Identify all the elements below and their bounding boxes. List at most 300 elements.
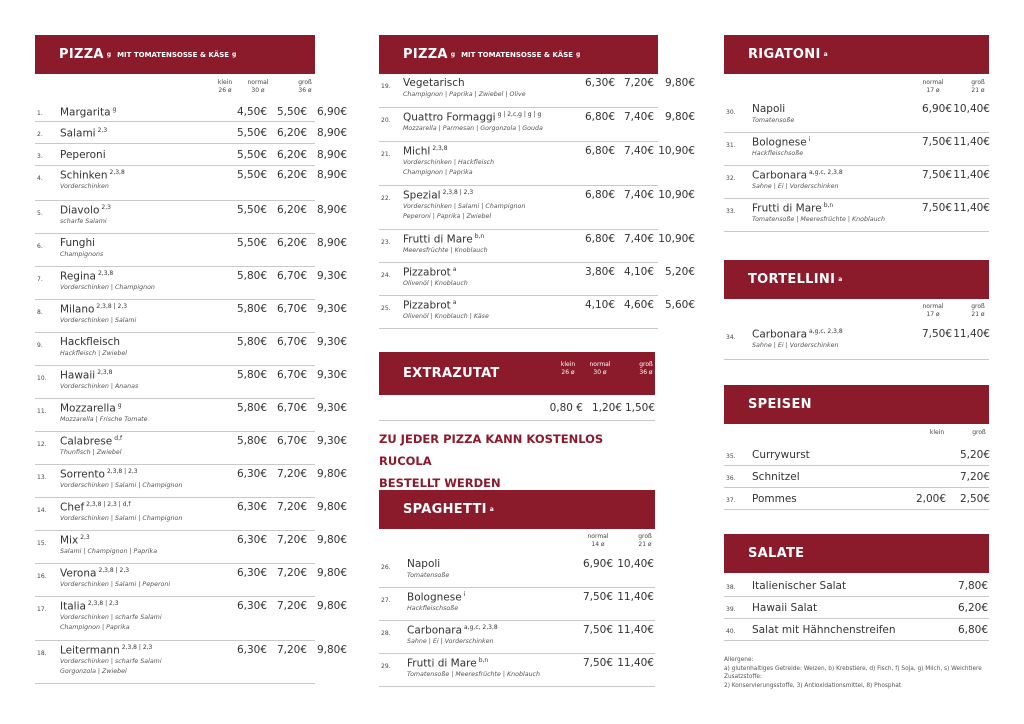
allergen-codes: i bbox=[463, 591, 466, 598]
item-description bbox=[60, 182, 109, 192]
item-price: 6,30€ bbox=[236, 501, 267, 513]
allergen-codes: d,f bbox=[114, 435, 123, 442]
description-line: Olivenöl | Knoblauch bbox=[403, 280, 468, 287]
item-price: 5,50€ bbox=[236, 127, 267, 139]
subtitle-superscript: g bbox=[576, 51, 581, 58]
item-number: 33. bbox=[726, 208, 736, 215]
item-price: 6,30€ bbox=[584, 77, 615, 89]
rucola-line-2: BESTELLT WERDEN bbox=[379, 476, 501, 490]
item-description bbox=[407, 604, 458, 614]
size-name: normal bbox=[922, 79, 944, 86]
item-number: 1. bbox=[37, 110, 43, 117]
menu-item-row bbox=[35, 366, 347, 399]
item-price: 9,80€ bbox=[664, 111, 695, 123]
menu-item-row bbox=[35, 641, 347, 684]
menu-item-row bbox=[35, 201, 347, 234]
item-price: 9,80€ bbox=[664, 77, 695, 89]
description-line: Hackfleischsoße bbox=[752, 150, 804, 157]
section-title: PIZZA bbox=[59, 47, 104, 62]
item-name-text: Napoli bbox=[407, 558, 441, 570]
item-description bbox=[403, 246, 488, 256]
item-description bbox=[60, 481, 182, 491]
item-price: 9,80€ bbox=[316, 501, 347, 513]
allergen-line: Zusatzstoffe: bbox=[724, 674, 762, 680]
item-name bbox=[60, 204, 111, 217]
item-price: 5,50€ bbox=[236, 169, 267, 181]
item-description bbox=[752, 149, 803, 159]
item-price: 10,40€ bbox=[617, 558, 654, 570]
item-description bbox=[60, 448, 121, 458]
item-name-text: Calabrese bbox=[60, 435, 113, 448]
item-name bbox=[403, 77, 465, 89]
allergen-codes: 2,3,8 | 2,3 bbox=[442, 189, 474, 196]
item-price: 4,50€ bbox=[236, 106, 267, 118]
menu-item-row bbox=[35, 234, 347, 267]
item-number: 32. bbox=[726, 175, 736, 182]
item-name-text: Napoli bbox=[752, 103, 786, 115]
description-line: Hackfleischsoße bbox=[407, 605, 459, 612]
menu-item-row bbox=[724, 199, 989, 232]
size-diameter: 21 ø bbox=[971, 87, 985, 94]
menu-item-row bbox=[35, 597, 347, 641]
item-name-text: Mozzarella bbox=[60, 402, 116, 415]
item-name-text: Schnitzel bbox=[752, 471, 800, 483]
item-name bbox=[60, 402, 122, 415]
item-price: 6,30€ bbox=[236, 600, 267, 612]
item-price: 2,50€ bbox=[959, 493, 990, 505]
size-label bbox=[913, 303, 953, 319]
description-line: Hackfleisch | Zwiebel bbox=[60, 350, 127, 357]
size-diameter: 21 ø bbox=[971, 311, 985, 318]
item-name-text: Pizzabrot bbox=[403, 266, 451, 279]
description-line: Tomatensoße bbox=[752, 117, 795, 124]
item-name bbox=[60, 534, 90, 547]
item-number: 16. bbox=[37, 573, 47, 580]
section-title: PIZZA bbox=[403, 47, 448, 62]
menu-item-row bbox=[724, 166, 989, 199]
menu-item-row bbox=[379, 588, 655, 621]
menu-item-row bbox=[35, 564, 347, 597]
item-price: 9,80€ bbox=[316, 600, 347, 612]
item-name bbox=[60, 237, 95, 249]
item-price: 7,20€ bbox=[959, 471, 990, 483]
menu-item-row bbox=[379, 142, 695, 186]
item-price: 7,20€ bbox=[276, 501, 307, 513]
size-diameter: 26 ø bbox=[218, 87, 232, 94]
item-price: 9,30€ bbox=[316, 435, 347, 447]
extrazutat-price: 1,20€ bbox=[591, 402, 622, 414]
item-price: 7,20€ bbox=[276, 600, 307, 612]
item-description bbox=[403, 312, 489, 322]
item-price: 7,20€ bbox=[276, 534, 307, 546]
menu-item-row bbox=[379, 621, 655, 654]
item-price: 9,30€ bbox=[316, 303, 347, 315]
menu-item-row bbox=[724, 133, 989, 166]
item-price: 5,80€ bbox=[236, 336, 267, 348]
size-name: normal bbox=[589, 361, 611, 368]
item-number: 20. bbox=[381, 117, 391, 124]
description-line: Champignon | Paprika bbox=[403, 168, 473, 176]
item-price: 4,10€ bbox=[623, 266, 654, 278]
size-name: klein bbox=[560, 361, 576, 368]
item-price: 6,30€ bbox=[236, 567, 267, 579]
item-description bbox=[60, 547, 157, 557]
allergen-line: 2) Konservierungsstoffe, 3) Antioxidationsmittel, 8) Phosphat bbox=[724, 682, 902, 689]
size-label bbox=[626, 361, 666, 377]
item-price: 5,80€ bbox=[236, 402, 267, 414]
item-price: 5,80€ bbox=[236, 303, 267, 315]
item-price: 6,20€ bbox=[276, 149, 307, 161]
size-diameter: 21 ø bbox=[638, 541, 652, 548]
item-number: 8. bbox=[37, 309, 43, 316]
item-price: 6,70€ bbox=[276, 270, 307, 282]
item-price: 11,40€ bbox=[617, 657, 654, 669]
allergen-line: Allergene: bbox=[724, 657, 754, 663]
item-price: 5,20€ bbox=[664, 266, 695, 278]
allergen-codes: g | 2,c,g | g | g bbox=[497, 111, 542, 118]
item-name-text: Salami bbox=[60, 127, 96, 140]
item-name bbox=[60, 369, 112, 382]
item-price: 11,40€ bbox=[953, 136, 990, 148]
item-price: 11,40€ bbox=[953, 202, 990, 214]
item-price: 6,20€ bbox=[276, 237, 307, 249]
item-name bbox=[60, 149, 106, 161]
menu-item-row bbox=[379, 296, 695, 329]
item-description bbox=[407, 637, 494, 647]
allergen-codes: 2,3,8 | 2,3 bbox=[98, 567, 130, 574]
item-price: 6,70€ bbox=[276, 336, 307, 348]
item-name bbox=[752, 103, 785, 115]
item-price: 11,40€ bbox=[617, 591, 654, 603]
item-price: 10,40€ bbox=[953, 103, 990, 115]
title-superscript: a bbox=[489, 506, 494, 513]
item-description bbox=[60, 250, 103, 260]
menu-item-row bbox=[379, 230, 695, 263]
description-line: Champignon | Paprika | Zwiebel | Olive bbox=[403, 91, 526, 98]
subtitle-superscript: g bbox=[232, 51, 237, 58]
item-price: 8,90€ bbox=[316, 237, 347, 249]
item-price: 6,20€ bbox=[276, 169, 307, 181]
item-price: 6,30€ bbox=[236, 534, 267, 546]
size-name: normal bbox=[587, 533, 609, 540]
item-price: 7,50€ bbox=[921, 169, 952, 181]
menu-item-row bbox=[35, 166, 347, 201]
allergen-codes: 2,3,8 bbox=[97, 369, 113, 376]
item-number: 6. bbox=[37, 243, 43, 250]
item-number: 31. bbox=[726, 142, 736, 149]
item-name-text: Bolognese bbox=[752, 136, 807, 149]
item-number: 5. bbox=[37, 210, 43, 217]
item-description bbox=[60, 657, 162, 676]
item-price: 3,80€ bbox=[584, 266, 615, 278]
item-price: 7,40€ bbox=[623, 233, 654, 245]
description-line: Vorderschinken | scharfe Salami bbox=[60, 614, 162, 621]
allergen-legend bbox=[724, 656, 989, 690]
size-name: groß bbox=[639, 361, 653, 368]
item-number: 40. bbox=[726, 628, 736, 635]
item-name bbox=[60, 435, 122, 448]
size-label: groß bbox=[972, 429, 986, 436]
extrazutat-price-row bbox=[379, 395, 655, 421]
item-price: 7,50€ bbox=[921, 202, 952, 214]
item-number: 11. bbox=[37, 408, 47, 415]
item-number: 39. bbox=[726, 606, 736, 613]
item-name bbox=[403, 111, 541, 124]
section-title: SPEISEN bbox=[748, 397, 812, 412]
allergen-codes: 2,3,8 bbox=[109, 169, 125, 176]
menu-item-row bbox=[724, 488, 989, 510]
menu-item-row bbox=[724, 444, 989, 466]
description-line: Mozzarella | Frische Tomate bbox=[60, 416, 148, 423]
item-name-text: Carbonara bbox=[752, 169, 808, 182]
allergen-codes: a,g,c, 2,3,8 bbox=[809, 328, 843, 335]
item-number: 29. bbox=[381, 663, 391, 670]
menu-item-row bbox=[724, 575, 989, 597]
item-description bbox=[403, 202, 525, 221]
item-name-text: Spezial bbox=[403, 189, 441, 202]
menu-item-row bbox=[379, 74, 695, 108]
allergen-codes: 2,3 bbox=[80, 534, 90, 541]
item-number: 7. bbox=[37, 276, 43, 283]
size-name: groß bbox=[638, 533, 652, 540]
menu-item-row bbox=[35, 399, 347, 432]
item-number: 35. bbox=[726, 453, 736, 460]
item-name bbox=[407, 591, 465, 604]
item-name-text: Verona bbox=[60, 567, 97, 580]
size-diameter: 14 ø bbox=[591, 541, 605, 548]
item-price: 7,50€ bbox=[921, 328, 952, 340]
description-line: Vorderschinken bbox=[60, 183, 109, 190]
allergen-codes: 2,3 bbox=[101, 204, 111, 211]
size-name: groß bbox=[971, 79, 985, 86]
item-name bbox=[407, 624, 498, 637]
allergen-codes: 2,3,8 bbox=[97, 270, 114, 277]
item-price: 7,20€ bbox=[623, 77, 654, 89]
allergen-line: a) glutenhaltiges Getreide: Weizen, b) Krebstiere, d) Fisch, f) Soja, g) Milch, s) Weichtiere bbox=[724, 665, 982, 672]
description-line: Sahne | Ei | Vorderschinken bbox=[752, 342, 839, 349]
description-line: Vorderschinken | Salami | Champignon bbox=[60, 482, 183, 489]
item-name bbox=[752, 169, 843, 182]
description-line: Vorderschinken | Salami | Peperoni bbox=[60, 581, 171, 588]
size-diameter: 30 ø bbox=[251, 87, 265, 94]
item-name-text: Bolognese bbox=[407, 591, 462, 604]
allergen-codes: 2,3,8 | 2,3 | d,f bbox=[86, 501, 131, 508]
item-description bbox=[60, 217, 107, 227]
item-price: 6,20€ bbox=[276, 127, 307, 139]
item-name bbox=[752, 624, 896, 636]
item-name-text: Margarita bbox=[60, 106, 111, 119]
description-line: scharfe Salami bbox=[60, 218, 107, 225]
item-price: 6,80€ bbox=[584, 189, 615, 201]
allergen-codes: 2,3,8 | 2,3 bbox=[87, 600, 119, 607]
title-superscript: g bbox=[106, 51, 112, 58]
size-label bbox=[913, 79, 953, 95]
item-name-text: Salat mit Hähnchenstreifen bbox=[752, 624, 896, 636]
item-number: 34. bbox=[726, 334, 736, 341]
size-name: normal bbox=[247, 79, 269, 86]
item-price: 8,90€ bbox=[316, 204, 347, 216]
item-name bbox=[60, 468, 138, 481]
item-description bbox=[60, 613, 162, 632]
menu-item-row bbox=[724, 100, 989, 133]
description-line: Tomatensoße bbox=[407, 572, 450, 579]
description-line: Tomatensoße | Meeresfrüchte | Knoblauch bbox=[407, 671, 541, 678]
item-name-text: Michl bbox=[403, 145, 431, 158]
item-description bbox=[60, 316, 136, 326]
section-title: RIGATONI bbox=[748, 47, 821, 62]
item-price: 9,30€ bbox=[316, 336, 347, 348]
title-superscript: g bbox=[450, 51, 456, 58]
item-number: 36. bbox=[726, 475, 736, 482]
title-superscript: a bbox=[823, 51, 828, 58]
item-price: 9,80€ bbox=[316, 567, 347, 579]
item-name-text: Quattro Formaggi bbox=[403, 111, 496, 124]
item-price: 10,90€ bbox=[658, 145, 695, 157]
item-price: 6,30€ bbox=[236, 644, 267, 656]
allergen-codes: 2,3 bbox=[97, 127, 108, 134]
item-description bbox=[752, 215, 885, 225]
item-price: 9,30€ bbox=[316, 369, 347, 381]
item-price: 6,70€ bbox=[276, 369, 307, 381]
item-description bbox=[60, 580, 170, 590]
item-price: 6,20€ bbox=[957, 602, 988, 614]
size-label bbox=[580, 361, 620, 377]
item-price: 6,80€ bbox=[584, 111, 615, 123]
item-name bbox=[407, 657, 488, 670]
item-price: 8,90€ bbox=[316, 169, 347, 181]
item-description bbox=[60, 415, 148, 425]
section-subtitle: MIT TOMATENSOSSE & KÄSE bbox=[117, 50, 230, 59]
size-diameter: 26 ø bbox=[561, 369, 575, 376]
item-description bbox=[752, 116, 794, 126]
item-number: 26. bbox=[381, 564, 391, 571]
size-name: klein bbox=[217, 79, 233, 86]
item-price: 7,50€ bbox=[582, 657, 613, 669]
size-label bbox=[238, 79, 278, 95]
item-number: 12. bbox=[37, 441, 47, 448]
size-name: groß bbox=[971, 303, 985, 310]
item-price: 6,80€ bbox=[957, 624, 988, 636]
item-price: 5,50€ bbox=[236, 237, 267, 249]
size-diameter: 17 ø bbox=[926, 87, 940, 94]
size-label bbox=[285, 79, 325, 95]
item-name bbox=[752, 136, 810, 149]
size-diameter: 30 ø bbox=[593, 369, 607, 376]
item-name-text: Hawaii bbox=[60, 369, 96, 382]
item-description bbox=[403, 158, 494, 177]
item-number: 30. bbox=[726, 109, 736, 116]
item-name-text: Sorrento bbox=[60, 468, 105, 481]
item-price: 11,40€ bbox=[953, 169, 990, 181]
description-line: Vorderschinken | Champignon bbox=[60, 284, 155, 291]
item-price: 6,90€ bbox=[582, 558, 613, 570]
item-price: 4,10€ bbox=[584, 299, 615, 311]
item-description bbox=[407, 571, 449, 581]
item-price: 7,50€ bbox=[582, 591, 613, 603]
item-name-text: Currywurst bbox=[752, 449, 810, 461]
rigatoni-header bbox=[724, 35, 989, 74]
item-number: 13. bbox=[37, 474, 47, 481]
item-price: 5,60€ bbox=[664, 299, 695, 311]
item-name-text: Chef bbox=[60, 501, 85, 514]
size-label bbox=[958, 79, 998, 95]
item-price: 7,20€ bbox=[276, 644, 307, 656]
allergen-codes: a bbox=[452, 299, 457, 306]
item-description bbox=[752, 182, 839, 192]
menu-item-row bbox=[724, 466, 989, 488]
item-name-text: Frutti di Mare bbox=[407, 657, 477, 670]
item-price: 2,00€ bbox=[915, 493, 946, 505]
item-name bbox=[60, 169, 125, 182]
item-name-text: Frutti di Mare bbox=[752, 202, 822, 215]
menu-item-row bbox=[35, 531, 347, 564]
description-line: Peperoni | Paprika | Zwiebel bbox=[403, 212, 492, 220]
menu-item-row bbox=[724, 325, 989, 360]
item-price: 11,40€ bbox=[617, 624, 654, 636]
description-line: Champignons bbox=[60, 251, 104, 258]
allergen-codes: a,g,c, 2,3,8 bbox=[464, 624, 498, 631]
item-name-text: Carbonara bbox=[407, 624, 463, 637]
allergen-codes: g bbox=[112, 106, 117, 113]
item-name-text: Italia bbox=[60, 600, 86, 613]
item-number: 19. bbox=[381, 83, 391, 90]
tortellini-header bbox=[724, 260, 989, 299]
rucola-line-1: ZU JEDER PIZZA KANN KOSTENLOS RUCOLA bbox=[379, 432, 604, 468]
item-name bbox=[60, 106, 116, 119]
item-name bbox=[60, 303, 127, 316]
section-title: SALATE bbox=[748, 546, 805, 561]
section-title: SPAGHETTI bbox=[403, 502, 487, 517]
item-description bbox=[403, 90, 526, 100]
item-price: 9,30€ bbox=[316, 270, 347, 282]
description-line: Tomatensoße | Meeresfrüchte | Knoblauch bbox=[752, 216, 886, 223]
size-name: groß bbox=[298, 79, 312, 86]
size-diameter: 17 ø bbox=[926, 311, 940, 318]
item-price: 4,60€ bbox=[623, 299, 654, 311]
item-name-text: Carbonara bbox=[752, 328, 808, 341]
menu-item-row bbox=[35, 498, 347, 531]
description-line: Mozzarella | Parmesan | Gorgonzola | Gouda bbox=[403, 125, 543, 132]
item-name bbox=[60, 127, 107, 140]
description-line: Vorderschinken | Hackfleisch bbox=[403, 159, 495, 166]
item-price: 5,20€ bbox=[959, 449, 990, 461]
item-price: 10,90€ bbox=[658, 233, 695, 245]
item-name-text: Regina bbox=[60, 270, 96, 283]
item-price: 11,40€ bbox=[953, 328, 990, 340]
item-price: 6,70€ bbox=[276, 435, 307, 447]
item-number: 4. bbox=[37, 175, 43, 182]
item-price: 6,70€ bbox=[276, 402, 307, 414]
item-name bbox=[752, 471, 800, 483]
item-price: 5,80€ bbox=[236, 369, 267, 381]
item-number: 25. bbox=[381, 305, 391, 312]
description-line: Champignon | Paprika bbox=[60, 623, 130, 631]
item-name-text: Schinken bbox=[60, 169, 108, 182]
description-line: Vorderschinken | Salami | Champignon bbox=[403, 203, 526, 210]
item-number: 9. bbox=[37, 342, 43, 349]
item-price: 6,70€ bbox=[276, 303, 307, 315]
item-number: 21. bbox=[381, 151, 391, 158]
item-price: 5,80€ bbox=[236, 435, 267, 447]
item-name-text: Hawaii Salat bbox=[752, 602, 818, 614]
item-number: 2. bbox=[37, 131, 43, 138]
item-name-text: Pizzabrot bbox=[403, 299, 451, 312]
item-name bbox=[60, 567, 129, 580]
item-number: 10. bbox=[37, 375, 47, 382]
menu-item-row bbox=[35, 465, 347, 498]
item-price: 9,80€ bbox=[316, 534, 347, 546]
description-line: Vorderschinken | Salami | Champignon bbox=[60, 515, 183, 522]
